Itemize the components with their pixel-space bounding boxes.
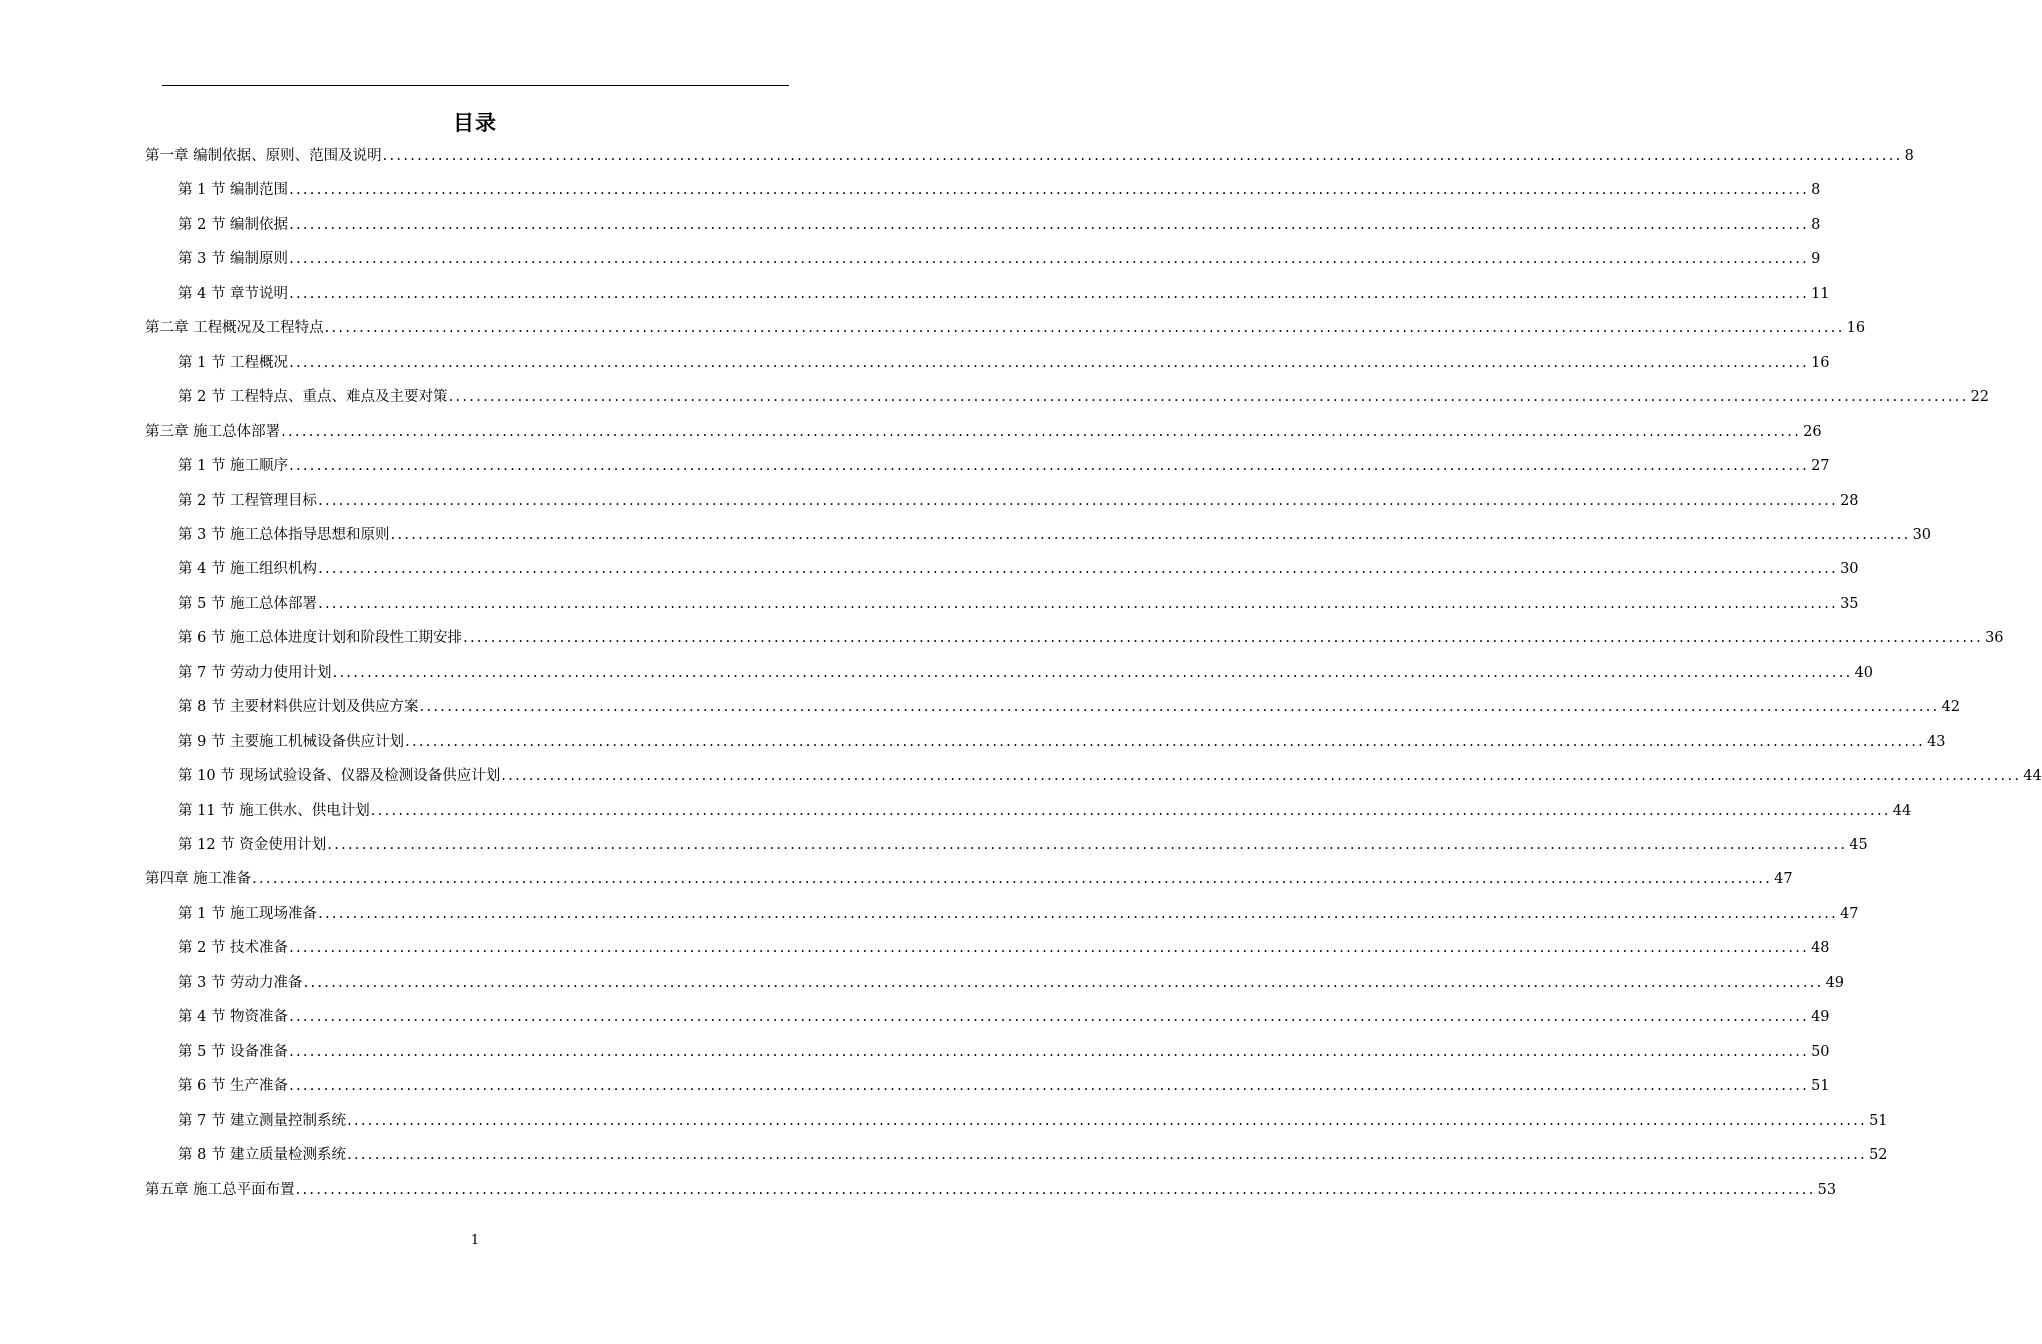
toc-entry-section[interactable] — [0, 213, 1821, 243]
toc-entry-label: 第 5 节 设备准备 — [178, 1043, 289, 1060]
dot-leader: ............................................................................................................................................................................................................................ — [318, 561, 1839, 578]
toc-entry-label: 第 12 节 资金使用计划 — [178, 837, 327, 853]
dot-leader: ............................................................................................................................................................................................................................ — [289, 940, 1810, 957]
dot-leader: ............................................................................................................................................................................................................................ — [289, 1078, 1810, 1095]
toc-entry-label: 第 6 节 生产准备 — [178, 1078, 289, 1095]
toc-entry-section[interactable] — [0, 178, 1821, 208]
toc-entry-label: 第 8 节 主要材料供应计划及供应方案 — [178, 699, 419, 716]
dot-leader: ............................................................................................................................................................................................................................ — [289, 285, 1810, 302]
toc-entry-label: 第二章 工程概况及工程特点 — [145, 320, 324, 337]
dot-leader: ............................................................................................................................................................................................................................ — [289, 251, 1810, 268]
toc-entry-label: 第 4 节 物资准备 — [178, 1009, 289, 1026]
toc-entry-page: 52 — [1869, 1147, 1888, 1164]
dot-leader: ............................................................................................................................................................................................................................ — [289, 354, 1810, 371]
toc-entry-label: 第 8 节 建立质量检测系统 — [178, 1147, 347, 1164]
toc-entry-label: 第一章 编制依据、原则、范围及说明 — [145, 148, 382, 164]
toc-entry-page: 27 — [1811, 458, 1830, 475]
toc-entry-section[interactable] — [0, 971, 1845, 1001]
toc-entry-label: 第 5 节 施工总体部署 — [178, 595, 318, 612]
toc-entry-label: 第 7 节 建立测量控制系统 — [178, 1112, 347, 1129]
dot-leader: ............................................................................................................................................................................................................................ — [289, 1009, 1810, 1026]
dot-leader: ............................................................................................................................................................................................................................ — [370, 802, 1891, 819]
toc-entry-section[interactable] — [0, 1143, 1888, 1173]
toc-entry-page: 36 — [1985, 630, 2004, 647]
toc-entry-section[interactable] — [0, 454, 1830, 484]
toc-entry-section[interactable] — [0, 833, 1868, 863]
toc-entry-label: 第 3 节 施工总体指导思想和原则 — [178, 526, 390, 543]
dot-leader: ............................................................................................................................................................................................................................ — [448, 389, 1969, 406]
dot-leader: ............................................................................................................................................................................................................................ — [318, 595, 1839, 612]
toc-entry-page: 30 — [1912, 526, 1932, 543]
toc-entry-page: 51 — [1869, 1112, 1888, 1129]
dot-leader: ............................................................................................................................................................................................................................ — [390, 526, 1911, 543]
toc-entry-section[interactable] — [0, 282, 1830, 312]
toc-entry-label: 第 4 节 章节说明 — [178, 285, 289, 302]
toc-entry-label: 第 9 节 主要施工机械设备供应计划 — [178, 733, 405, 750]
dot-leader: ............................................................................................................................................................................................................................ — [289, 216, 1810, 233]
toc-entry-label: 第 10 节 现场试验设备、仪器及检测设备供应计划 — [178, 768, 501, 785]
toc-entry-page: 45 — [1849, 837, 1868, 853]
dot-leader: ............................................................................................................................................................................................................................ — [318, 905, 1839, 922]
toc-entry-section[interactable] — [0, 764, 2042, 794]
toc-entry-page: 8 — [1811, 182, 1821, 199]
toc-entry-section[interactable] — [0, 385, 1990, 415]
dot-leader: ............................................................................................................................................................................................................................ — [289, 1043, 1810, 1060]
toc-entry-section[interactable] — [0, 1074, 1830, 1104]
toc-entry-page: 44 — [2023, 768, 2042, 785]
dot-leader: ............................................................................................................................................................................................................................ — [405, 733, 1926, 750]
toc-entry-section[interactable] — [0, 799, 1912, 829]
dot-leader: ............................................................................................................................................................................................................................ — [382, 148, 1903, 164]
toc-entry-label: 第 2 节 工程特点、重点、难点及主要对策 — [178, 389, 448, 406]
toc-entry-chapter[interactable] — [0, 316, 1866, 346]
dot-leader: ............................................................................................................................................................................................................................ — [347, 1147, 1868, 1164]
toc-entry-section[interactable] — [0, 489, 1859, 519]
toc-entry-page: 28 — [1840, 492, 1859, 509]
dot-leader: ............................................................................................................................................................................................................................ — [419, 699, 1940, 716]
toc-entry-label: 第 2 节 技术准备 — [178, 940, 289, 957]
toc-entry-label: 第 2 节 工程管理目标 — [178, 492, 318, 509]
toc-entry-chapter[interactable] — [0, 867, 1793, 897]
toc-entry-label: 第 11 节 施工供水、供电计划 — [178, 802, 370, 819]
toc-title: 目录 — [453, 111, 497, 135]
toc-entry-section[interactable] — [0, 695, 1961, 725]
dot-leader: ............................................................................................................................................................................................................................ — [501, 768, 2022, 785]
toc-entry-page: 40 — [1854, 664, 1874, 681]
toc-entry-label: 第 1 节 施工现场准备 — [178, 905, 318, 922]
toc-entry-page: 9 — [1811, 251, 1821, 268]
toc-entry-page: 35 — [1840, 595, 1859, 612]
toc-entry-page: 43 — [1927, 733, 1946, 750]
page-number: 1 — [470, 1233, 480, 1248]
toc-entry-label: 第 2 节 编制依据 — [178, 216, 289, 233]
dot-leader: ............................................................................................................................................................................................................................ — [463, 630, 1984, 647]
dot-leader: ............................................................................................................................................................................................................................ — [303, 974, 1824, 991]
dot-leader: ............................................................................................................................................................................................................................ — [347, 1112, 1868, 1129]
toc-entry-label: 第 7 节 劳动力使用计划 — [178, 664, 332, 681]
toc-entry-page: 8 — [1904, 148, 1914, 164]
header-rule — [162, 85, 789, 86]
toc-entry-page: 16 — [1811, 354, 1830, 371]
toc-entry-label: 第 3 节 劳动力准备 — [178, 974, 303, 991]
dot-leader: ............................................................................................................................................................................................................................ — [252, 871, 1773, 888]
toc-entry-page: 49 — [1825, 974, 1845, 991]
dot-leader: ............................................................................................................................................................................................................................ — [295, 1181, 1816, 1198]
toc-entry-section[interactable] — [0, 661, 1874, 691]
toc-entry-page: 44 — [1892, 802, 1912, 819]
toc-entry-label: 第 4 节 施工组织机构 — [178, 561, 318, 578]
toc-entry-section[interactable] — [0, 936, 1830, 966]
toc-entry-chapter[interactable] — [0, 1178, 1837, 1208]
toc-entry-page: 42 — [1941, 699, 1961, 716]
toc-entry-page: 22 — [1970, 389, 1990, 406]
toc-entry-label: 第三章 施工总体部署 — [145, 423, 281, 440]
toc-entry-label: 第 1 节 工程概况 — [178, 354, 289, 371]
toc-entry-section[interactable] — [0, 730, 1946, 760]
toc-entry-page: 49 — [1811, 1009, 1830, 1026]
toc-entry-section[interactable] — [0, 351, 1830, 381]
dot-leader: ............................................................................................................................................................................................................................ — [327, 837, 1848, 853]
toc-entry-section[interactable] — [0, 626, 2004, 656]
toc-entry-label: 第五章 施工总平面布置 — [145, 1181, 295, 1198]
toc-entry-section[interactable] — [0, 523, 1932, 553]
toc-entry-label: 第 1 节 施工顺序 — [178, 458, 289, 475]
toc-entry-label: 第四章 施工准备 — [145, 871, 252, 888]
toc-entry-page: 53 — [1817, 1181, 1837, 1198]
dot-leader: ............................................................................................................................................................................................................................ — [324, 320, 1845, 337]
toc-entry-section[interactable] — [0, 1005, 1830, 1035]
toc-entry-page: 26 — [1803, 423, 1822, 440]
toc-entry-page: 47 — [1774, 871, 1793, 888]
toc-entry-section[interactable] — [0, 1109, 1888, 1139]
toc-entry-section[interactable] — [0, 1040, 1830, 1070]
dot-leader: ............................................................................................................................................................................................................................ — [289, 182, 1810, 199]
dot-leader: ............................................................................................................................................................................................................................ — [281, 423, 1802, 440]
toc-entry-page: 50 — [1811, 1043, 1830, 1060]
toc-entry-page: 16 — [1846, 320, 1866, 337]
dot-leader: ............................................................................................................................................................................................................................ — [318, 492, 1839, 509]
toc-entry-section[interactable] — [0, 592, 1859, 622]
toc-entry-label: 第 1 节 编制范围 — [178, 182, 289, 199]
toc-entry-page: 11 — [1811, 285, 1830, 302]
toc-entry-chapter[interactable] — [0, 144, 1914, 174]
toc-entry-section[interactable] — [0, 557, 1859, 587]
toc-entry-section[interactable] — [0, 902, 1859, 932]
dot-leader: ............................................................................................................................................................................................................................ — [289, 458, 1810, 475]
toc-entry-chapter[interactable] — [0, 420, 1822, 450]
toc-entry-page: 48 — [1811, 940, 1830, 957]
toc-entry-page: 51 — [1811, 1078, 1830, 1095]
toc-entry-section[interactable] — [0, 247, 1821, 277]
toc-entry-page: 47 — [1840, 905, 1859, 922]
toc-entry-label: 第 3 节 编制原则 — [178, 251, 289, 268]
toc-entry-label: 第 6 节 施工总体进度计划和阶段性工期安排 — [178, 630, 463, 647]
dot-leader: ............................................................................................................................................................................................................................ — [332, 664, 1853, 681]
toc-entry-page: 30 — [1840, 561, 1859, 578]
toc-entry-page: 8 — [1811, 216, 1821, 233]
